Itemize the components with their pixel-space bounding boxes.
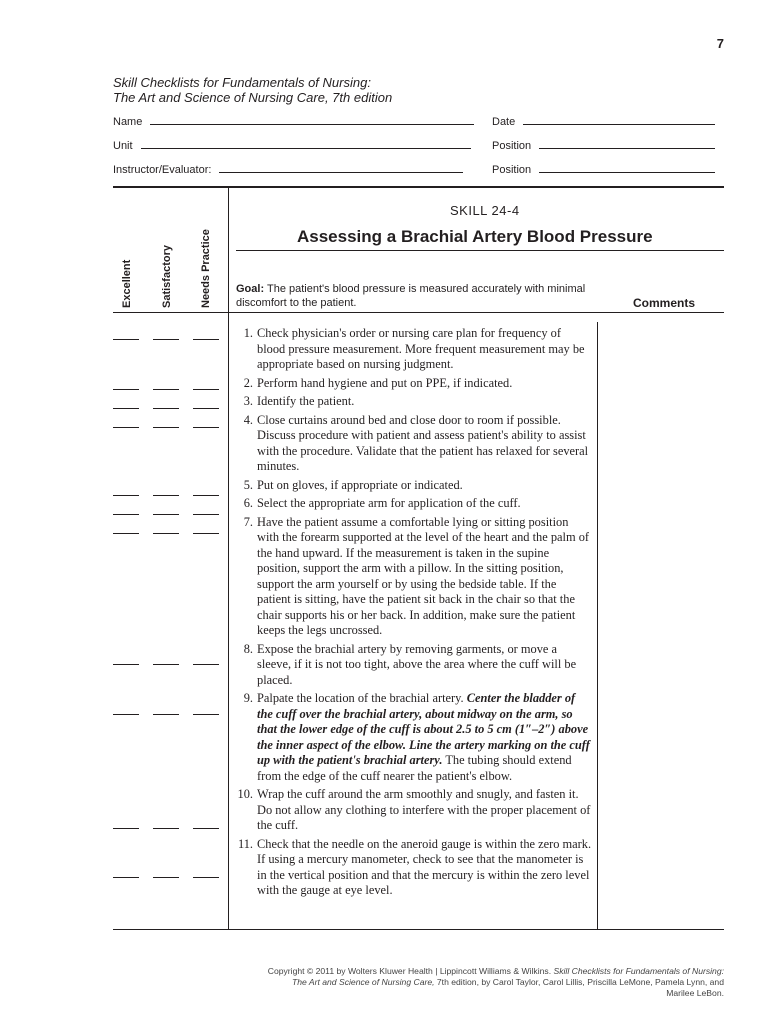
- unit-label: Unit: [113, 140, 133, 152]
- position-field-1[interactable]: [492, 140, 715, 152]
- skill-number: SKILL 24-4: [450, 203, 520, 218]
- unit-field[interactable]: [113, 140, 471, 152]
- position-label-2: Position: [492, 164, 532, 176]
- step-9: 9. Palpate the location of the brachial artery. Center the bladder of the cuff over the brachial artery, about midway on the arm, so that the lower edge of the cuff is about 2.5 to 5 cm (1″–2″) above the inner aspect of the elbow. Line the artery marking on the cuff up with the patient's brachial artery. The tubing should extend from the edge of the cuff nearer the patient's elbow.: [243, 691, 590, 783]
- step-8: 8. Expose the brachial artery by removing garments, or move a sleeve, if it is not too tight, above the area where the cuff will be placed.: [243, 641, 577, 687]
- rating-blanks-6[interactable]: [113, 514, 217, 515]
- unit-line[interactable]: [141, 148, 471, 149]
- step-4: 4. Close curtains around bed and close door to room if possible. Discuss procedure with patient and assess patient's ability to assist with the procedure. Validate that the patient has relaxed for several minutes.: [243, 412, 589, 473]
- bottom-rule: [113, 929, 724, 930]
- rating-blanks-8[interactable]: [113, 664, 217, 665]
- steps-list: [232, 326, 592, 902]
- date-label: Date: [492, 116, 516, 128]
- book-title-line1: Skill Checklists for Fundamentals of Nursing:: [113, 75, 371, 90]
- instructor-label: Instructor/Evaluator:: [113, 164, 212, 176]
- position-label-1: Position: [492, 140, 532, 152]
- position-line-2[interactable]: [539, 172, 715, 173]
- name-label: Name: [113, 116, 143, 128]
- skill-title: Assessing a Brachial Artery Blood Pressure: [297, 227, 653, 246]
- rating-excellent: Excellent: [121, 259, 133, 308]
- step-11: 11. Check that the needle on the aneroid gauge is within the zero mark. If using a mercury manometer, check to see that the manometer is in the vertical position and that the mercury is within the zero level with the gauge at eye level.: [237, 836, 592, 897]
- comments-divider: [597, 322, 598, 929]
- book-title-line2: The Art and Science of Nursing Care, 7th edition: [113, 90, 393, 105]
- position-line-1[interactable]: [539, 148, 715, 149]
- goal: [236, 282, 596, 310]
- rating-satisfactory: Satisfactory: [161, 245, 173, 308]
- step-5: 5. Put on gloves, if appropriate or indicated.: [243, 477, 463, 492]
- instructor-field[interactable]: [113, 164, 463, 176]
- step-2: 2. Perform hand hygiene and put on PPE, if indicated.: [243, 375, 513, 390]
- rating-blanks-1[interactable]: [113, 339, 217, 340]
- step-6: 6. Select the appropriate arm for application of the cuff.: [243, 496, 521, 510]
- step-3: 3. Identify the patient.: [243, 394, 355, 408]
- date-field[interactable]: [492, 116, 715, 128]
- step-7: 7. Have the patient assume a comfortable lying or sitting position with the forearm supported at the level of the heart and the palm of the hand upward. If the measurement is taken in the supine position, support the arm with a pillow. In the sitting position, support the arm yourself or by using the bedside table. If the patient is sitting, have the patient sit back in the chair so that the chair supports his or her back. In addition, make sure the patient keeps the legs uncrossed.: [243, 514, 590, 637]
- rating-needs-practice: Needs Practice: [200, 229, 212, 308]
- name-line[interactable]: [150, 124, 474, 125]
- step-10: 10. Wrap the cuff around the arm smoothly and snugly, and fasten it. Do not allow any clothing to interfere with the proper placement of the cuff.: [237, 787, 591, 832]
- header-rule: [113, 312, 724, 313]
- instructor-line[interactable]: [219, 172, 463, 173]
- rating-blanks-4[interactable]: [113, 427, 217, 428]
- copyright-footer: Copyright © 2011 by Wolters Kluwer Health | Lippincott Williams & Wilkins. Skill Checklists for Fundamentals of Nursing: The Art and Science of Nursing Care, 7th edition, by Carol Taylor, Carol Lillis, Priscilla LeMone, Pamela Lynn, and Marilee LeBon.: [267, 966, 724, 998]
- top-rule: [113, 186, 724, 188]
- rating-blanks-3[interactable]: [113, 408, 217, 409]
- goal-text: The patient's blood pressure is measured accurately with minimal discomfort to the patient.: [236, 283, 586, 309]
- rating-blanks-10[interactable]: [113, 828, 217, 829]
- name-field[interactable]: [113, 116, 474, 128]
- step-1: 1. Check physician's order or nursing care plan for frequency of blood pressure measurement. More frequent measurement may be appropriate based on nursing judgment.: [243, 326, 585, 371]
- position-field-2[interactable]: [492, 164, 715, 176]
- goal-label: Goal:: [236, 283, 265, 295]
- rating-blanks-11[interactable]: [113, 877, 217, 878]
- rating-blanks-5[interactable]: [113, 495, 217, 496]
- rating-blanks-7[interactable]: [113, 533, 217, 534]
- rating-blanks-2[interactable]: [113, 389, 217, 390]
- rating-blanks-9[interactable]: [113, 714, 217, 715]
- book-title: [113, 75, 392, 105]
- page-number: 7: [716, 36, 724, 51]
- column-divider: [228, 188, 229, 929]
- date-line[interactable]: [523, 124, 715, 125]
- comments-header: Comments: [633, 296, 696, 310]
- title-rule: [236, 250, 724, 251]
